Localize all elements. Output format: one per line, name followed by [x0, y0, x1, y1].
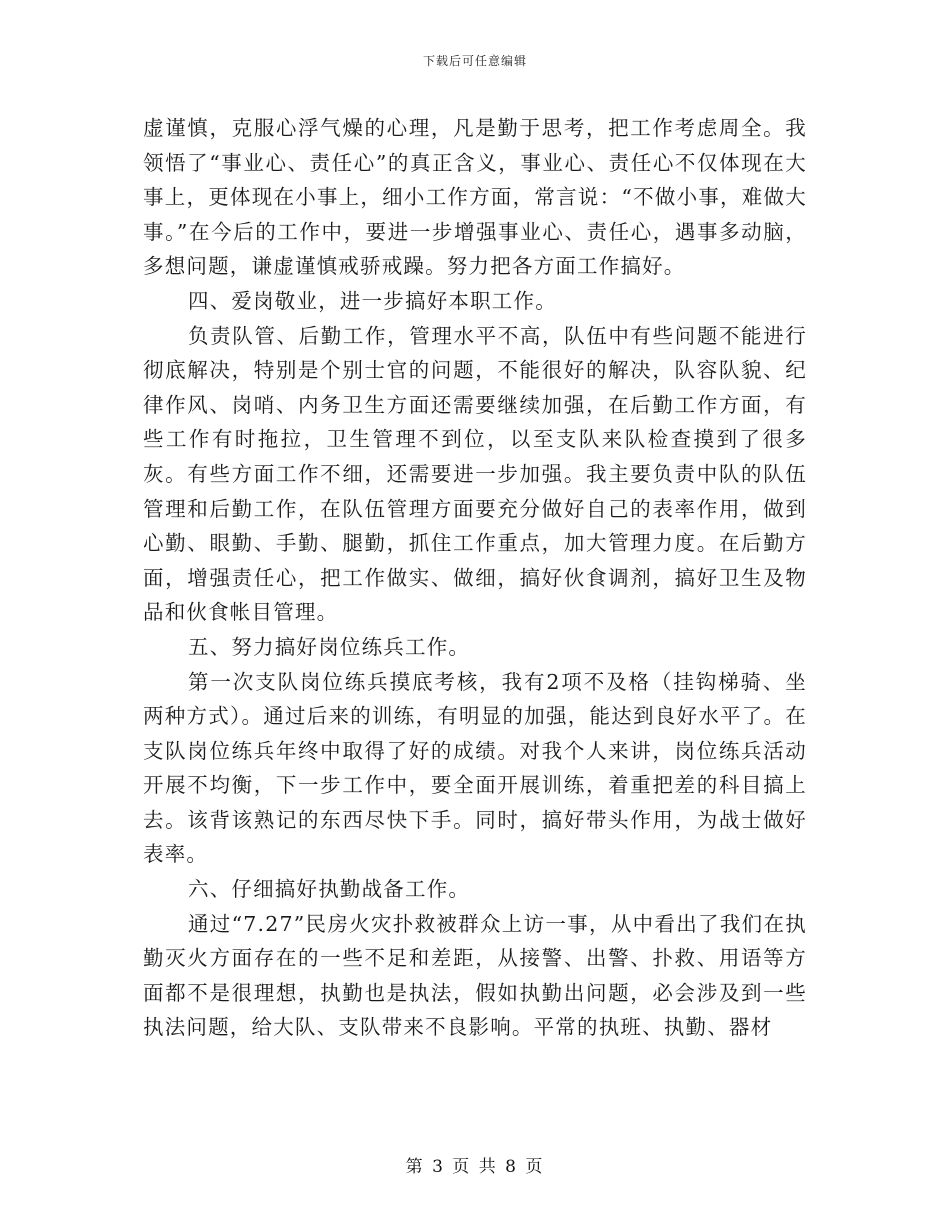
paragraph: 通过“7.27”民房火灾扑救被群众上访一事，从中看出了我们在执勤灭火方面存在的一些不足和差距，从接警、出警、扑救、用语等方面都不是很理想，执勤也是执法，假如执勤出问题，必会涉及到一些执法问题，给大队、支队带来不良影响。平常的执班、执勤、器材 [143, 911, 807, 1040]
page-footer [0, 1152, 950, 1177]
page-number-label: 第 3 页 共 8 页 [405, 1157, 545, 1177]
paragraph: 第一次支队岗位练兵摸底考核，我有2项不及格（挂钩梯骑、坐两种方式）。通过后来的训练，有明显的加强，能达到良好水平了。在支队岗位练兵年终中取得了好的成绩。对我个人来讲，岗位练兵活动开展不均衡，下一步工作中，要全面开展训练，着重把差的科目搞上去。该背该熟记的东西尽快下手。同时，搞好带头作用，为战士做好表率。 [143, 669, 807, 867]
page-header [0, 52, 950, 69]
section-heading: 六、仔细搞好执勤战备工作。 [188, 877, 471, 902]
document-body [143, 111, 807, 1045]
section-heading: 五、努力搞好岗位练兵工作。 [188, 634, 471, 659]
header-note: 下载后可任意编辑 [422, 54, 527, 68]
section-heading: 四、爱岗敬业，进一步搞好本职工作。 [188, 288, 557, 313]
paragraph: 负责队管、后勤工作，管理水平不高，队伍中有些问题不能进行彻底解决，特别是个别士官的问题，不能很好的解决，队容队貌、纪律作风、岗哨、内务卫生方面还需要继续加强，在后勤工作方面，有些工作有时拖拉，卫生管理不到位，以至支队来队检查摸到了很多灰。有些方面工作不细，还需要进一步加强。我主要负责中队的队伍管理和后勤工作，在队伍管理方面要充分做好自己的表率作用，做到心勤、眼勤、手勤、腿勤，抓住工作重点，加大管理力度。在后勤方面，增强责任心，把工作做实、做细，搞好伙食调剂，搞好卫生及物品和伙食帐目管理。 [143, 323, 807, 625]
paragraph: 虚谨慎，克服心浮气燥的心理，凡是勤于思考，把工作考虑周全。我领悟了“事业心、责任心”的真正含义，事业心、责任心不仅体现在大事上，更体现在小事上，细小工作方面，常言说：“不做小事，难做大事。”在今后的工作中，要进一步增强事业心、责任心，遇事多动脑，多想问题，谦虚谨慎戒骄戒躁。努力把各方面工作搞好。 [143, 116, 807, 279]
